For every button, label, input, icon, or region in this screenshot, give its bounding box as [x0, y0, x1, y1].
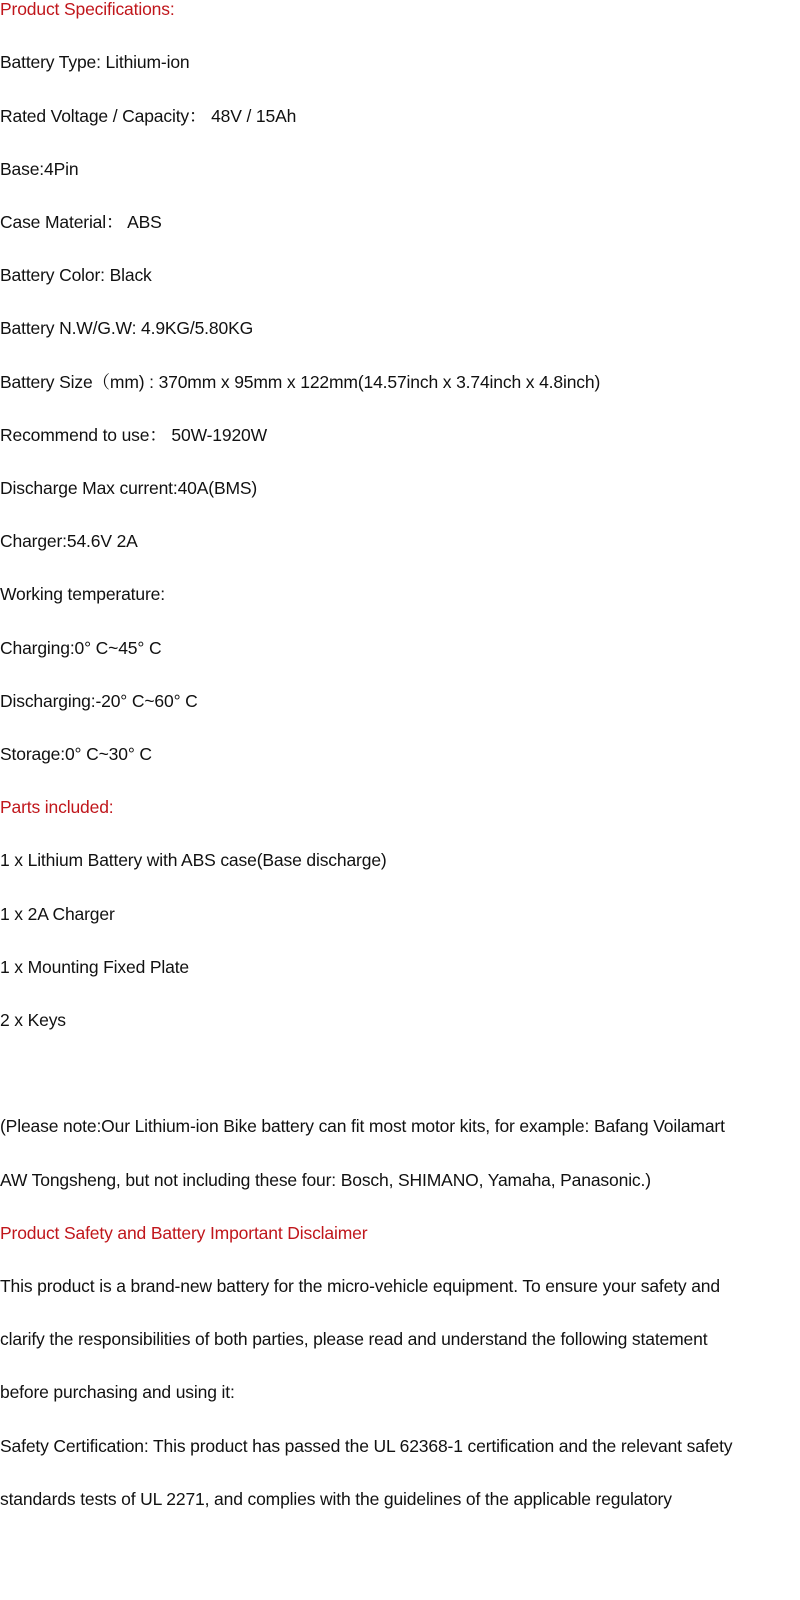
spec-discharge-current: Discharge Max current:40A(BMS) — [0, 478, 258, 498]
disclaimer-line-5: standards tests of UL 2271, and complies with the guidelines of the applicable regulatory — [0, 1489, 672, 1509]
spec-working-temperature: Working temperature: — [0, 584, 165, 604]
part-charger: 1 x 2A Charger — [0, 904, 115, 924]
parts-heading: Parts included: — [0, 797, 114, 817]
compatibility-note-line-2: AW Tongsheng, but not including these four: Bosch, SHIMANO, Yamaha, Panasonic.) — [0, 1170, 651, 1190]
disclaimer-line-3: before purchasing and using it: — [0, 1382, 235, 1402]
spec-storage-temp: Storage:0° C~30° C — [0, 744, 152, 764]
spec-charger: Charger:54.6V 2A — [0, 531, 138, 551]
disclaimer-line-1: This product is a brand-new battery for the micro-vehicle equipment. To ensure your safety and — [0, 1276, 720, 1296]
part-keys: 2 x Keys — [0, 1010, 66, 1030]
part-mounting-plate: 1 x Mounting Fixed Plate — [0, 957, 190, 977]
spec-discharging-temp: Discharging:-20° C~60° C — [0, 691, 198, 711]
spec-charging-temp: Charging:0° C~45° C — [0, 638, 162, 658]
spec-battery-size: Battery Size（mm) : 370mm x 95mm x 122mm(14.57inch x 3.74inch x 4.8inch) — [0, 372, 601, 392]
disclaimer-line-4: Safety Certification: This product has passed the UL 62368-1 certification and the relevant safety — [0, 1436, 733, 1456]
disclaimer-line-2: clarify the responsibilities of both parties, please read and understand the following statement — [0, 1329, 708, 1349]
spec-case-material: Case Material： ABS — [0, 212, 162, 232]
compatibility-note-line-1: (Please note:Our Lithium-ion Bike battery can fit most motor kits, for example: Bafang Voilamart — [0, 1116, 725, 1136]
spec-recommended-power: Recommend to use： 50W-1920W — [0, 425, 267, 445]
disclaimer-heading: Product Safety and Battery Important Disclaimer — [0, 1223, 368, 1243]
spec-base: Base:4Pin — [0, 159, 79, 179]
spec-voltage-capacity: Rated Voltage / Capacity： 48V / 15Ah — [0, 106, 297, 126]
spec-battery-color: Battery Color: Black — [0, 265, 152, 285]
spec-weight: Battery N.W/G.W: 4.9KG/5.80KG — [0, 318, 254, 338]
part-battery: 1 x Lithium Battery with ABS case(Base discharge) — [0, 850, 387, 870]
specs-heading: Product Specifications: — [0, 0, 175, 19]
spec-battery-type: Battery Type: Lithium-ion — [0, 52, 190, 72]
